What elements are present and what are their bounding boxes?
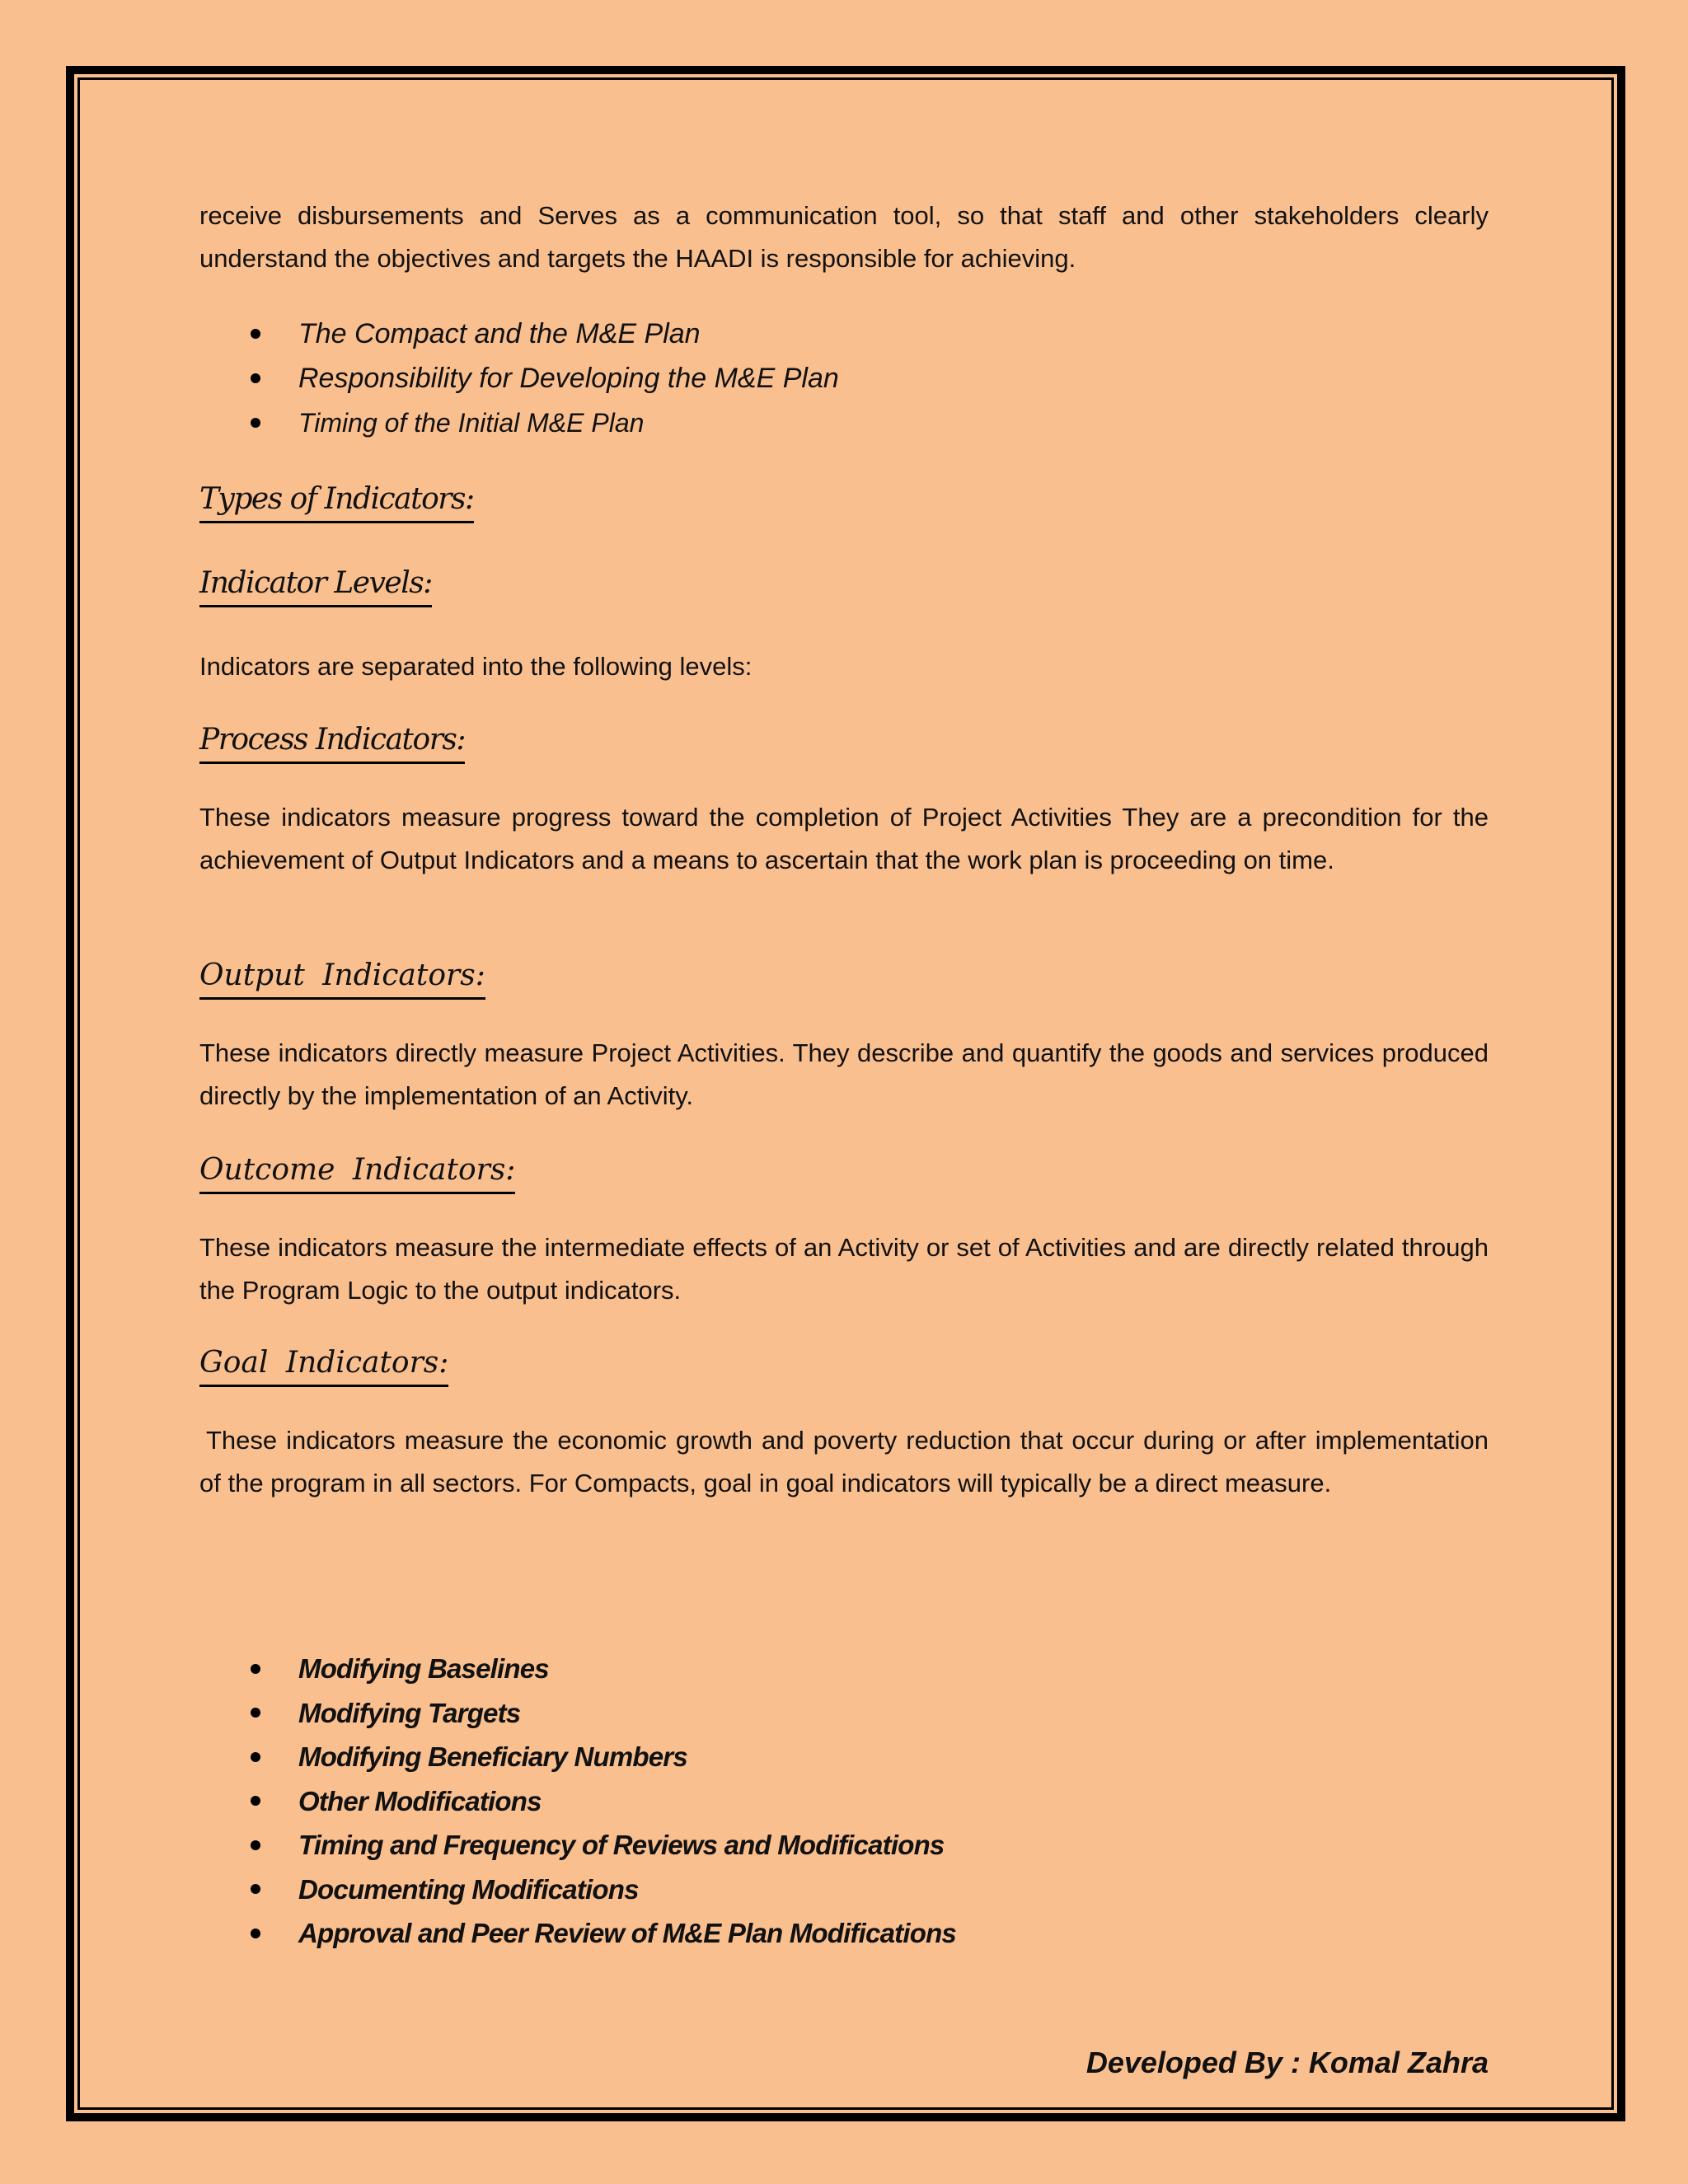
- bullet-icon: [251, 1708, 260, 1718]
- bullet-icon: [251, 1664, 260, 1674]
- list-item-label: Timing of the Initial M&E Plan: [298, 408, 645, 438]
- list-item: [199, 1735, 956, 1779]
- heading-output-indicators: Output Indicators:: [199, 956, 485, 1000]
- list-item-label: Modifying Baselines: [298, 1653, 549, 1684]
- goal-paragraph: These indicators measure the economic growth and poverty reduction that occur during or after implementation of the program in all sectors. For Compacts, goal in goal indicators will typically be a direct measure.: [199, 1426, 1489, 1497]
- list-item: [199, 1691, 956, 1736]
- list-item: [199, 1911, 956, 1956]
- bullet-icon: [251, 1929, 260, 1938]
- list-item: [199, 1868, 956, 1912]
- list-item-label: Approval and Peer Review of M&E Plan Modifications: [298, 1918, 956, 1948]
- list-item: [199, 1779, 956, 1824]
- heading-goal-indicators: Goal Indicators:: [199, 1343, 448, 1387]
- list-item-label: Other Modifications: [298, 1785, 542, 1816]
- list-item-label: The Compact and the M&E Plan: [298, 318, 701, 349]
- heading-process-indicators: Process Indicators:: [199, 720, 465, 764]
- list-item: [199, 1823, 956, 1868]
- heading-indicator-levels: Indicator Levels:: [199, 564, 432, 607]
- bullet-icon: [251, 1796, 260, 1806]
- list-item-label: Documenting Modifications: [298, 1873, 639, 1905]
- bullet-icon: [251, 418, 260, 428]
- process-paragraph: These indicators measure progress toward the completion of Project Activities They are a precondition for the achievement of Output Indicators and a means to ascertain that the work plan is proceeding on time.: [199, 803, 1489, 874]
- outcome-paragraph: These indicators measure the intermediate effects of an Activity or set of Activities and are directly related through the Program Logic to the output indicators.: [199, 1233, 1489, 1305]
- intro-paragraph: receive disbursements and Serves as a communication tool, so that staff and other stakeholders clearly understand the objectives and targets the HAADI is responsible for achieving.: [199, 201, 1489, 273]
- list-item-label: Modifying Targets: [298, 1697, 521, 1728]
- list-item: [199, 356, 839, 401]
- list-item-label: Timing and Frequency of Reviews and Modifications: [298, 1830, 945, 1860]
- list-item: [199, 1647, 956, 1691]
- intro-bullet-list: [199, 312, 839, 445]
- list-item: [199, 312, 839, 356]
- bullet-icon: [251, 373, 260, 383]
- bullet-icon: [251, 1840, 260, 1850]
- modifications-bullet-list: [199, 1647, 956, 1956]
- heading-outcome-indicators: Outcome Indicators:: [199, 1151, 515, 1194]
- document-content: [199, 0, 1489, 2184]
- list-item: [199, 401, 839, 445]
- bullet-icon: [251, 329, 260, 339]
- heading-types-of-indicators: Types of Indicators:: [199, 480, 474, 523]
- levels-intro-paragraph: Indicators are separated into the following levels:: [199, 652, 753, 681]
- list-item-label: Responsibility for Developing the M&E Plan: [298, 363, 839, 394]
- bullet-icon: [251, 1884, 260, 1894]
- bullet-icon: [251, 1752, 260, 1762]
- footer-credit: Developed By : Komal Zahra: [1085, 2046, 1489, 2079]
- list-item-label: Modifying Beneficiary Numbers: [298, 1741, 687, 1772]
- output-paragraph: These indicators directly measure Project Activities. They describe and quantify the goods and services produced directly by the implementation of an Activity.: [199, 1038, 1489, 1110]
